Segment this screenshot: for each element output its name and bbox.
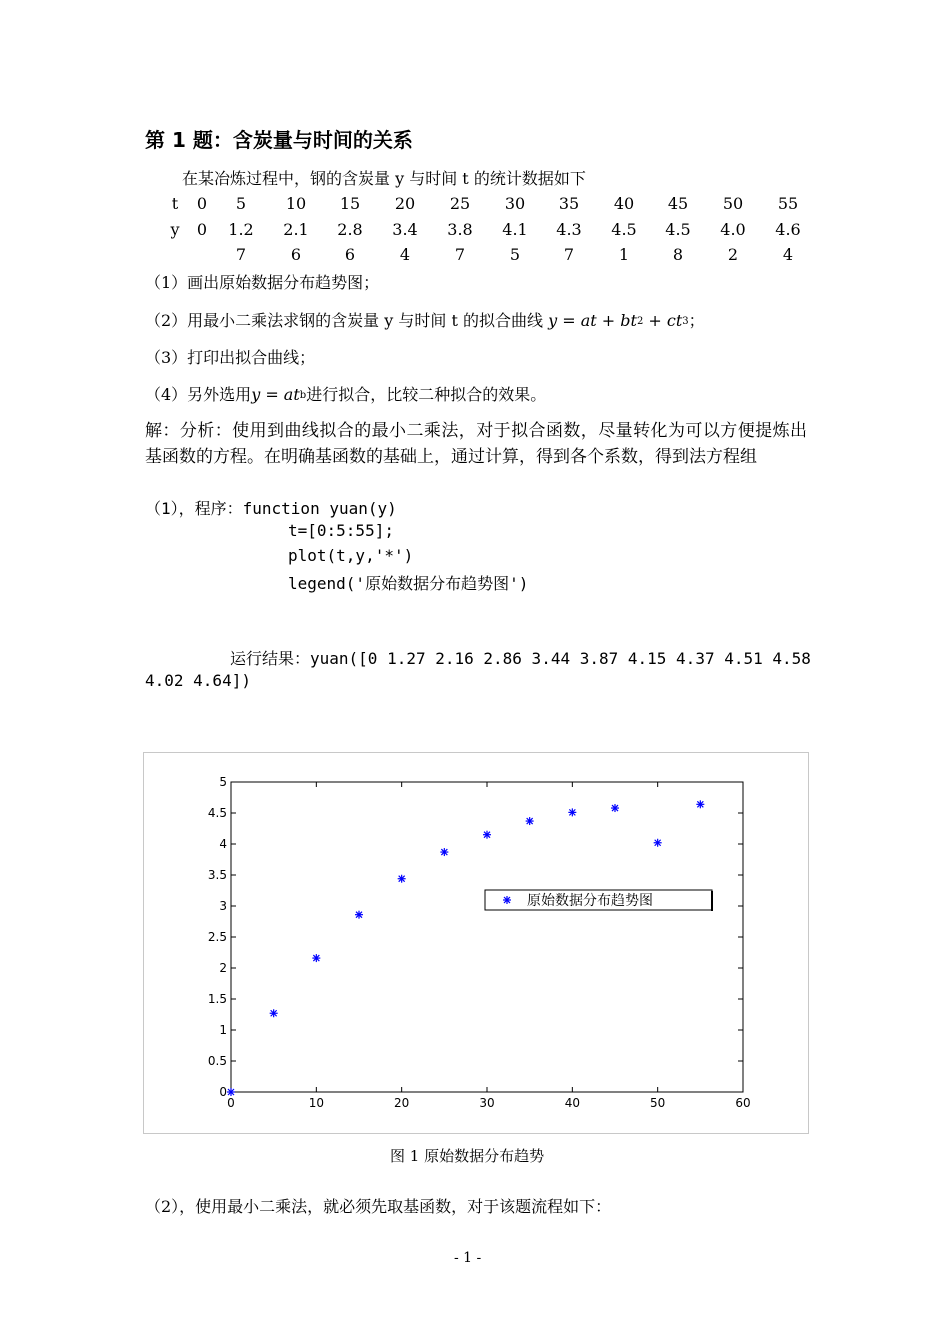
- data-point: [440, 848, 448, 856]
- data-point: [654, 839, 662, 847]
- data-point: [398, 875, 406, 883]
- table-t-label: t: [171, 194, 179, 213]
- y-tick-label: 2: [219, 961, 227, 975]
- table-cell-y: 2.8: [337, 220, 363, 239]
- data-point: [355, 911, 363, 919]
- page-title: 第 1 题：含炭量与时间的关系: [145, 128, 413, 152]
- data-point: [483, 831, 491, 839]
- table-cell-t: 50: [722, 194, 744, 213]
- table-cell-t: 30: [504, 194, 526, 213]
- table-cell-y-continued: 4: [782, 245, 794, 264]
- table-cell-t: 40: [613, 194, 635, 213]
- page-number: - 1 -: [454, 1250, 482, 1266]
- table-cell-y: 1.2: [228, 220, 254, 239]
- y-tick-label: 1: [219, 1023, 227, 1037]
- fit-formula: [548, 311, 689, 330]
- table-cell-y: 4.1: [502, 220, 528, 239]
- plot-axes-box: [231, 782, 743, 1092]
- table-cell-y-continued: 7: [235, 245, 247, 264]
- table-y-label: y: [170, 220, 180, 239]
- question-4-text: （4）另外选用: [145, 385, 252, 404]
- table-cell-t: 55: [777, 194, 799, 213]
- table-cell-y-continued: 8: [672, 245, 684, 264]
- data-point: [696, 800, 704, 808]
- y-tick-label: 0: [219, 1085, 227, 1099]
- x-tick-label: 60: [735, 1096, 751, 1110]
- table-cell-y: 3.4: [392, 220, 418, 239]
- figure-frame: [143, 752, 809, 1134]
- table-cell-y: 4.6: [775, 220, 801, 239]
- result-line-2: 4.02 4.64]): [145, 671, 251, 690]
- table-cell-y-continued: 1: [618, 245, 630, 264]
- program-line-2: t=[0:5:55];: [288, 521, 394, 540]
- table-cell-y: 4.5: [611, 220, 637, 239]
- data-point: [227, 1088, 235, 1096]
- x-tick-label: 10: [308, 1096, 324, 1110]
- question-2-suffix: ；: [688, 311, 705, 330]
- table-cell-y: 0: [196, 220, 208, 239]
- formula-exponent: b: [299, 390, 307, 401]
- program-line-3: plot(t,y,'*'): [288, 546, 414, 565]
- formula-part: y = at: [251, 385, 300, 404]
- table-cell-t: 0: [196, 194, 208, 213]
- question-2: [145, 308, 705, 331]
- formula-part: + ct: [643, 311, 683, 330]
- result-line-1: 运行结果：yuan([0 1.27 2.16 2.86 3.44 3.87 4.15 4.37 4.51 4.58: [230, 649, 811, 668]
- x-tick-label: 30: [479, 1096, 495, 1110]
- legend-label: 原始数据分布趋势图: [527, 893, 653, 909]
- alt-formula: [251, 385, 306, 404]
- table-cell-y-continued: 7: [563, 245, 575, 264]
- x-tick-label: 50: [650, 1096, 666, 1110]
- table-cell-t: 25: [449, 194, 471, 213]
- table-cell-y: 4.5: [665, 220, 691, 239]
- table-cell-y-continued: 6: [344, 245, 356, 264]
- y-tick-label: 1.5: [207, 992, 227, 1006]
- table-cell-t: 20: [394, 194, 416, 213]
- table-cell-y: 3.8: [447, 220, 473, 239]
- y-tick-label: 4.5: [207, 806, 227, 820]
- table-cell-y-continued: 5: [509, 245, 521, 264]
- question-2-text: （2）用最小二乘法求钢的含炭量 y 与时间 t 的拟合曲线: [145, 311, 543, 330]
- scatter-chart: [144, 753, 808, 1133]
- data-point: [611, 804, 619, 812]
- formula-part: y = at + bt: [548, 311, 637, 330]
- question-4-suffix: 进行拟合，比较二种拟合的效果。: [306, 385, 547, 404]
- y-tick-label: 5: [219, 775, 227, 789]
- y-tick-label: 3.5: [207, 868, 227, 882]
- data-point: [270, 1009, 278, 1017]
- data-point: [568, 808, 576, 816]
- step-2-text: （2），使用最小二乘法，就必须先取基函数，对于该题流程如下：: [145, 1197, 612, 1216]
- table-cell-y: 2.1: [283, 220, 309, 239]
- formula-exponent: 3: [682, 316, 689, 327]
- table-cell-y: 4.0: [720, 220, 746, 239]
- y-tick-label: 0.5: [207, 1054, 227, 1068]
- x-tick-label: 40: [564, 1096, 580, 1110]
- table-cell-t: 15: [339, 194, 361, 213]
- legend-marker: [503, 896, 511, 904]
- data-point: [526, 817, 534, 825]
- y-tick-label: 2.5: [207, 930, 227, 944]
- table-cell-y-continued: 2: [727, 245, 739, 264]
- question-3: （3）打印出拟合曲线；: [145, 348, 316, 367]
- x-tick-label: 20: [394, 1096, 410, 1110]
- intro-text: 在某冶炼过程中，钢的含炭量 y 与时间 t 的统计数据如下: [182, 169, 586, 188]
- program-line-1: （1），程序：function yuan(y): [145, 499, 397, 518]
- question-4: [145, 382, 546, 405]
- table-cell-y: 4.3: [556, 220, 582, 239]
- figure-caption: 图 1 原始数据分布趋势: [390, 1147, 545, 1165]
- program-line-4: legend('原始数据分布趋势图'): [288, 574, 529, 593]
- table-cell-t: 5: [235, 194, 247, 213]
- y-tick-label: 4: [219, 837, 227, 851]
- solution-paragraph: 解：分析：使用到曲线拟合的最小二乘法，对于拟合函数，尽量转化为可以方便提炼出基函数的方程。在明确基函数的基础上，通过计算，得到各个系数，得到法方程组: [145, 421, 807, 467]
- table-cell-t: 45: [667, 194, 689, 213]
- formula-exponent: 2: [636, 316, 644, 327]
- table-cell-t: 35: [558, 194, 580, 213]
- table-cell-y-continued: 6: [290, 245, 302, 264]
- x-tick-label: 0: [227, 1096, 235, 1110]
- table-cell-y-continued: 7: [454, 245, 466, 264]
- question-1: （1）画出原始数据分布趋势图；: [145, 273, 380, 292]
- table-cell-y-continued: 4: [399, 245, 411, 264]
- y-tick-label: 3: [219, 899, 227, 913]
- table-cell-t: 10: [285, 194, 307, 213]
- data-point: [312, 954, 320, 962]
